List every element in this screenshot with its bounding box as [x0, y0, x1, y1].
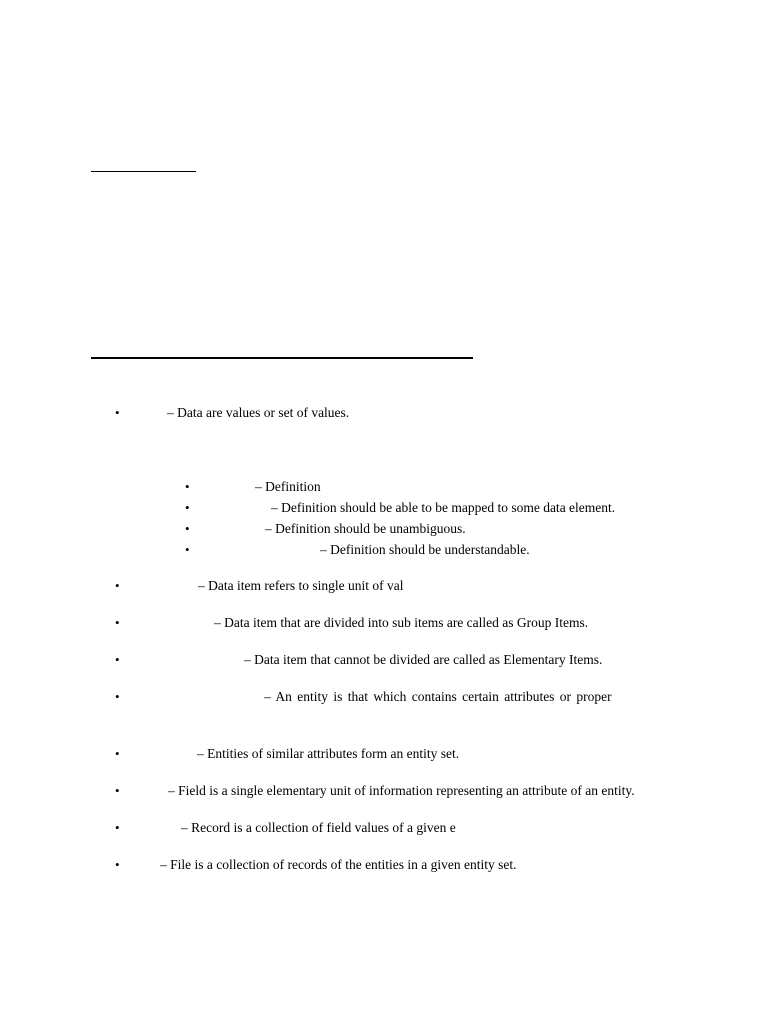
bullet-icon: •: [115, 689, 120, 704]
list-item-text: – Data item that cannot be divided are called as Elementary Items.: [244, 652, 603, 667]
list-item-text: – An entity is that which contains certain attributes or proper: [264, 689, 612, 704]
bullet-icon: •: [115, 652, 120, 667]
bullet-icon: •: [115, 857, 120, 872]
bullet-icon: •: [185, 521, 190, 536]
list-item-text: – File is a collection of records of the entities in a given entity set.: [160, 857, 517, 872]
list-item-text: – Data item that are divided into sub items are called as Group Items.: [214, 615, 589, 630]
bullet-icon: •: [185, 479, 190, 494]
list-item-text: – Field is a single elementary unit of information representing an attribute of an entity.: [168, 783, 635, 798]
list-item-text: – Definition should be able to be mapped to some data element.: [271, 500, 616, 515]
list-item-text: – Entities of similar attributes form an entity set.: [197, 746, 460, 761]
bullet-icon: •: [115, 746, 120, 761]
bullet-icon: •: [185, 500, 190, 515]
list-item-text: – Record is a collection of field values of a given e: [181, 820, 456, 835]
list-item-text: – Data are values or set of values.: [167, 405, 350, 420]
bullet-icon: •: [185, 542, 190, 557]
list-item-text: – Definition should be understandable.: [320, 542, 530, 557]
list-item-text: – Definition: [255, 479, 321, 494]
bullet-icon: •: [115, 405, 120, 420]
bullet-icon: •: [115, 783, 120, 798]
title-underline: [91, 171, 196, 172]
section-underline: [91, 357, 473, 359]
bullet-icon: •: [115, 615, 120, 630]
list-item-text: – Definition should be unambiguous.: [265, 521, 466, 536]
bullet-icon: •: [115, 820, 120, 835]
list-item-text: – Data item refers to single unit of val: [198, 578, 404, 593]
bullet-icon: •: [115, 578, 120, 593]
